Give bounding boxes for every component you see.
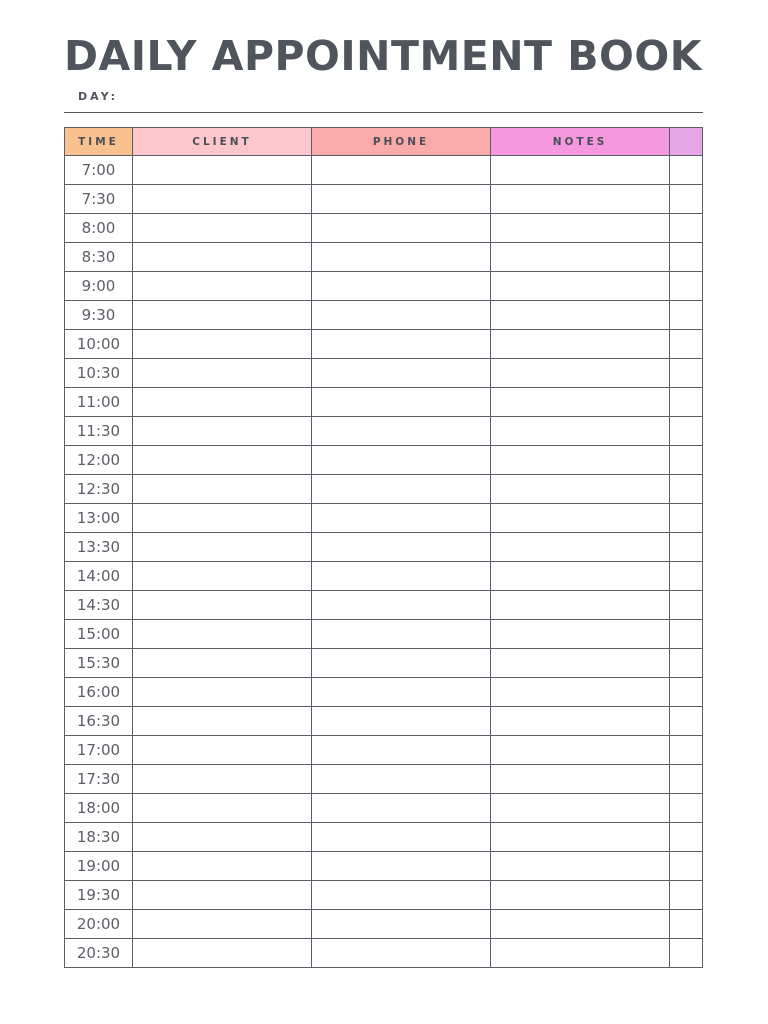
table-row — [65, 446, 703, 475]
table-row — [65, 388, 703, 417]
client-cell[interactable] — [133, 736, 312, 765]
phone-cell[interactable] — [312, 185, 491, 214]
table-row — [65, 214, 703, 243]
phone-cell[interactable] — [312, 388, 491, 417]
extra-cell[interactable] — [670, 736, 703, 765]
time-cell: 12:30 — [65, 475, 133, 504]
client-cell[interactable] — [133, 301, 312, 330]
client-cell[interactable] — [133, 533, 312, 562]
time-cell: 14:30 — [65, 591, 133, 620]
day-entry-line[interactable] — [64, 112, 703, 113]
time-cell: 7:00 — [65, 156, 133, 185]
phone-cell[interactable] — [312, 156, 491, 185]
time-cell: 8:30 — [65, 243, 133, 272]
notes-cell[interactable] — [491, 620, 670, 649]
notes-cell[interactable] — [491, 272, 670, 301]
notes-cell[interactable] — [491, 562, 670, 591]
header-row — [65, 128, 703, 156]
phone-cell[interactable] — [312, 446, 491, 475]
client-cell[interactable] — [133, 823, 312, 852]
phone-cell[interactable] — [312, 910, 491, 939]
time-cell: 19:00 — [65, 852, 133, 881]
time-cell: 7:30 — [65, 185, 133, 214]
extra-cell[interactable] — [670, 243, 703, 272]
extra-cell[interactable] — [670, 330, 703, 359]
client-cell[interactable] — [133, 185, 312, 214]
phone-cell[interactable] — [312, 823, 491, 852]
phone-cell[interactable] — [312, 504, 491, 533]
phone-cell[interactable] — [312, 533, 491, 562]
phone-header: PHONE — [312, 128, 491, 156]
table-row — [65, 417, 703, 446]
extra-cell[interactable] — [670, 707, 703, 736]
notes-cell[interactable] — [491, 417, 670, 446]
client-cell[interactable] — [133, 620, 312, 649]
time-cell: 12:00 — [65, 446, 133, 475]
table-row — [65, 562, 703, 591]
table-row — [65, 533, 703, 562]
client-cell[interactable] — [133, 678, 312, 707]
notes-cell[interactable] — [491, 823, 670, 852]
extra-cell[interactable] — [670, 533, 703, 562]
extra-cell[interactable] — [670, 446, 703, 475]
extra-cell[interactable] — [670, 881, 703, 910]
notes-cell[interactable] — [491, 591, 670, 620]
table-row — [65, 881, 703, 910]
notes-cell[interactable] — [491, 794, 670, 823]
phone-cell[interactable] — [312, 243, 491, 272]
extra-cell[interactable] — [670, 214, 703, 243]
table-row — [65, 736, 703, 765]
phone-cell[interactable] — [312, 881, 491, 910]
notes-cell[interactable] — [491, 359, 670, 388]
notes-header: NOTES — [491, 128, 670, 156]
notes-cell[interactable] — [491, 243, 670, 272]
table-row — [65, 765, 703, 794]
time-cell: 16:30 — [65, 707, 133, 736]
notes-cell[interactable] — [491, 736, 670, 765]
notes-cell[interactable] — [491, 330, 670, 359]
extra-cell[interactable] — [670, 678, 703, 707]
table-row — [65, 794, 703, 823]
extra-cell[interactable] — [670, 504, 703, 533]
table-row — [65, 678, 703, 707]
client-cell[interactable] — [133, 243, 312, 272]
time-cell: 10:00 — [65, 330, 133, 359]
client-cell[interactable] — [133, 388, 312, 417]
time-cell: 11:00 — [65, 388, 133, 417]
phone-cell[interactable] — [312, 765, 491, 794]
client-cell[interactable] — [133, 330, 312, 359]
client-cell[interactable] — [133, 156, 312, 185]
client-cell[interactable] — [133, 591, 312, 620]
client-cell[interactable] — [133, 910, 312, 939]
phone-cell[interactable] — [312, 214, 491, 243]
client-header: CLIENT — [133, 128, 312, 156]
client-cell[interactable] — [133, 765, 312, 794]
notes-cell[interactable] — [491, 910, 670, 939]
table-row — [65, 272, 703, 301]
day-label: DAY: — [78, 90, 118, 103]
phone-cell[interactable] — [312, 678, 491, 707]
extra-cell[interactable] — [670, 649, 703, 678]
extra-cell[interactable] — [670, 591, 703, 620]
time-cell: 11:30 — [65, 417, 133, 446]
time-cell: 9:00 — [65, 272, 133, 301]
client-cell[interactable] — [133, 446, 312, 475]
time-cell: 13:30 — [65, 533, 133, 562]
table-row — [65, 620, 703, 649]
client-cell[interactable] — [133, 214, 312, 243]
table-row — [65, 156, 703, 185]
table-row — [65, 852, 703, 881]
table-row — [65, 939, 703, 968]
client-cell[interactable] — [133, 939, 312, 968]
table-row — [65, 359, 703, 388]
time-cell: 9:30 — [65, 301, 133, 330]
notes-cell[interactable] — [491, 185, 670, 214]
page-title: DAILY APPOINTMENT BOOK — [64, 32, 703, 80]
time-cell: 8:00 — [65, 214, 133, 243]
time-cell: 17:00 — [65, 736, 133, 765]
extra-cell[interactable] — [670, 823, 703, 852]
extra-cell[interactable] — [670, 417, 703, 446]
time-header: TIME — [65, 128, 133, 156]
notes-cell[interactable] — [491, 214, 670, 243]
notes-cell[interactable] — [491, 504, 670, 533]
table-row — [65, 243, 703, 272]
phone-cell[interactable] — [312, 417, 491, 446]
phone-cell[interactable] — [312, 852, 491, 881]
notes-cell[interactable] — [491, 707, 670, 736]
phone-cell[interactable] — [312, 591, 491, 620]
phone-cell[interactable] — [312, 272, 491, 301]
table-row — [65, 185, 703, 214]
notes-cell[interactable] — [491, 939, 670, 968]
time-cell: 15:00 — [65, 620, 133, 649]
notes-cell[interactable] — [491, 533, 670, 562]
table-row — [65, 707, 703, 736]
client-cell[interactable] — [133, 794, 312, 823]
extra-cell[interactable] — [670, 156, 703, 185]
extra-cell[interactable] — [670, 388, 703, 417]
phone-cell[interactable] — [312, 475, 491, 504]
client-cell[interactable] — [133, 417, 312, 446]
phone-cell[interactable] — [312, 707, 491, 736]
time-cell: 18:30 — [65, 823, 133, 852]
client-cell[interactable] — [133, 881, 312, 910]
phone-cell[interactable] — [312, 301, 491, 330]
time-cell: 10:30 — [65, 359, 133, 388]
extra-cell[interactable] — [670, 185, 703, 214]
phone-cell[interactable] — [312, 562, 491, 591]
time-cell: 15:30 — [65, 649, 133, 678]
notes-cell[interactable] — [491, 852, 670, 881]
notes-cell[interactable] — [491, 765, 670, 794]
time-cell: 17:30 — [65, 765, 133, 794]
table-row — [65, 649, 703, 678]
table-row — [65, 475, 703, 504]
client-cell[interactable] — [133, 475, 312, 504]
extra-cell[interactable] — [670, 939, 703, 968]
extra-cell[interactable] — [670, 475, 703, 504]
table-row — [65, 910, 703, 939]
phone-cell[interactable] — [312, 649, 491, 678]
table-row — [65, 330, 703, 359]
client-cell[interactable] — [133, 562, 312, 591]
extra-cell[interactable] — [670, 910, 703, 939]
table-row — [65, 504, 703, 533]
extra-cell[interactable] — [670, 272, 703, 301]
phone-cell[interactable] — [312, 794, 491, 823]
time-cell: 13:00 — [65, 504, 133, 533]
extra-cell[interactable] — [670, 765, 703, 794]
table-row — [65, 301, 703, 330]
client-cell[interactable] — [133, 359, 312, 388]
time-cell: 20:00 — [65, 910, 133, 939]
extra-cell[interactable] — [670, 620, 703, 649]
extra-header — [670, 128, 703, 156]
time-cell: 20:30 — [65, 939, 133, 968]
table-row — [65, 823, 703, 852]
appointment-table — [64, 127, 703, 968]
client-cell[interactable] — [133, 852, 312, 881]
time-cell: 19:30 — [65, 881, 133, 910]
client-cell[interactable] — [133, 649, 312, 678]
notes-cell[interactable] — [491, 881, 670, 910]
extra-cell[interactable] — [670, 852, 703, 881]
notes-cell[interactable] — [491, 446, 670, 475]
client-cell[interactable] — [133, 504, 312, 533]
phone-cell[interactable] — [312, 620, 491, 649]
extra-cell[interactable] — [670, 562, 703, 591]
time-cell: 14:00 — [65, 562, 133, 591]
phone-cell[interactable] — [312, 736, 491, 765]
notes-cell[interactable] — [491, 301, 670, 330]
time-cell: 16:00 — [65, 678, 133, 707]
extra-cell[interactable] — [670, 359, 703, 388]
phone-cell[interactable] — [312, 359, 491, 388]
time-cell: 18:00 — [65, 794, 133, 823]
notes-cell[interactable] — [491, 388, 670, 417]
table-row — [65, 591, 703, 620]
notes-cell[interactable] — [491, 649, 670, 678]
phone-cell[interactable] — [312, 939, 491, 968]
notes-cell[interactable] — [491, 678, 670, 707]
client-cell[interactable] — [133, 707, 312, 736]
extra-cell[interactable] — [670, 794, 703, 823]
phone-cell[interactable] — [312, 330, 491, 359]
extra-cell[interactable] — [670, 301, 703, 330]
notes-cell[interactable] — [491, 156, 670, 185]
client-cell[interactable] — [133, 272, 312, 301]
notes-cell[interactable] — [491, 475, 670, 504]
